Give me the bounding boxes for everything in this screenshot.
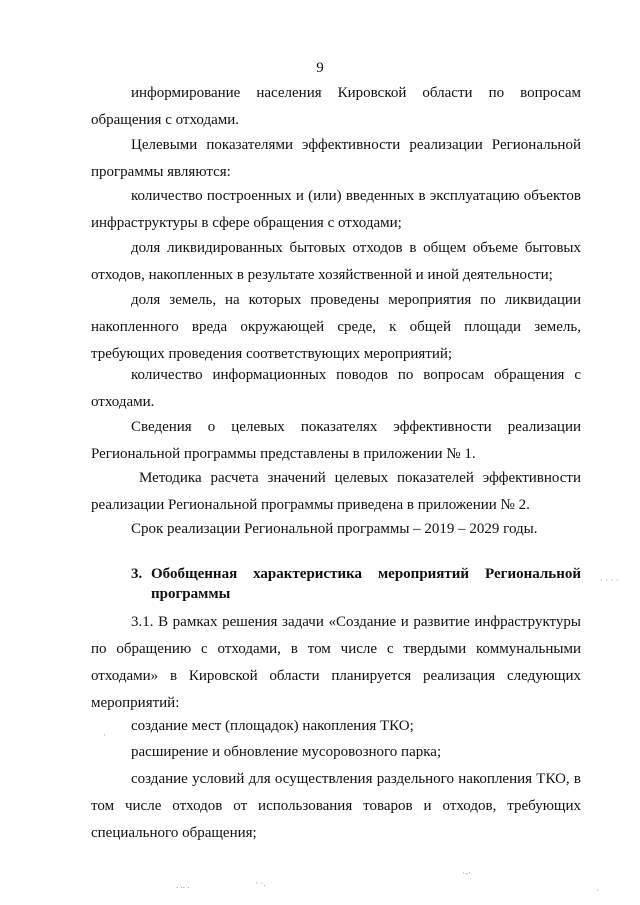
text-line: накопленного вреда окружающей среде, к общей площади земель, — [91, 319, 581, 335]
text-line: Методика расчета значений целевых показателей эффективности — [139, 470, 581, 486]
paragraph-term — [91, 516, 581, 543]
paragraph-measure-2 — [91, 739, 581, 766]
text-line: отходов, накопленных в результате хозяйственной и иной деятельности; — [91, 267, 553, 283]
paragraph-indicator-4 — [91, 362, 581, 416]
text-line: том числе отходов от использования товаров и отходов, требующих — [91, 798, 581, 814]
text-line: реализации Региональной программы приведена в приложении № 2. — [91, 497, 530, 513]
text-line: Сведения о целевых показателях эффективности реализации — [131, 419, 581, 435]
scan-artifact: · — [596, 885, 599, 895]
text-line: Региональной программы представлены в приложении № 1. — [91, 446, 476, 462]
paragraph-appendix-1 — [91, 414, 581, 468]
scan-artifact: ·-· — [462, 868, 471, 878]
text-line: количество построенных и (или) введенных в эксплуатацию объектов — [131, 188, 581, 204]
paragraph-indicator-2 — [91, 235, 581, 289]
section-number: 3. — [131, 566, 143, 582]
page-number: 9 — [316, 60, 324, 76]
text-line: программы являются: — [91, 164, 231, 180]
text-line: доля земель, на которых проведены мероприятия по ликвидации — [131, 292, 581, 308]
paragraph-measure-1 — [91, 713, 581, 740]
section-title-line-2: программы — [151, 586, 231, 602]
paragraph-indicator-3 — [91, 287, 581, 368]
scan-artifact: . .. . — [176, 880, 190, 890]
paragraph-appendix-2 — [91, 465, 581, 519]
text-line: расширение и обновление мусоровозного парка; — [131, 744, 442, 760]
text-line: создание мест (площадок) накопления ТКО; — [131, 718, 414, 734]
text-line: мероприятий: — [91, 695, 180, 711]
text-line: требующих проведения соответствующих мероприятий; — [91, 346, 453, 362]
scan-artifact: · ·. — [255, 878, 266, 888]
paragraph-measure-3 — [91, 766, 581, 847]
text-line: по обращению с отходами, в том числе с твердыми коммунальными — [91, 641, 581, 657]
text-line: 3.1. В рамках решения задачи «Создание и развитие инфраструктуры — [131, 614, 581, 630]
paragraph-target-indicators — [91, 132, 581, 186]
paragraph-intro — [91, 80, 581, 134]
scan-artifact: · · · · — [600, 575, 619, 585]
text-line: инфраструктуры в сфере обращения с отходами; — [91, 215, 402, 231]
text-line: количество информационных поводов по вопросам обращения с — [131, 367, 581, 383]
text-line: создание условий для осуществления раздельного накопления ТКО, в — [131, 771, 581, 787]
text-line: Срок реализации Региональной программы – 2019 – 2029 годы. — [131, 521, 538, 537]
text-line: доля ликвидированных бытовых отходов в общем объеме бытовых — [131, 240, 581, 256]
text-line: отходами» в Кировской области планируется реализация следующих — [91, 668, 581, 684]
scan-artifact: · — [103, 730, 106, 740]
text-line: Целевыми показателями эффективности реализации Региональной — [131, 137, 581, 153]
text-line: специального обращения; — [91, 825, 257, 841]
section-title-line-1: Обобщенная характеристика мероприятий Региональной — [151, 566, 581, 582]
section-heading — [131, 564, 581, 604]
paragraph-3-1 — [91, 609, 581, 717]
text-line: отходами. — [91, 394, 155, 410]
text-line: обращения с отходами. — [91, 112, 240, 128]
paragraph-indicator-1 — [91, 183, 581, 237]
text-line: информирование населения Кировской области по вопросам — [131, 85, 581, 101]
